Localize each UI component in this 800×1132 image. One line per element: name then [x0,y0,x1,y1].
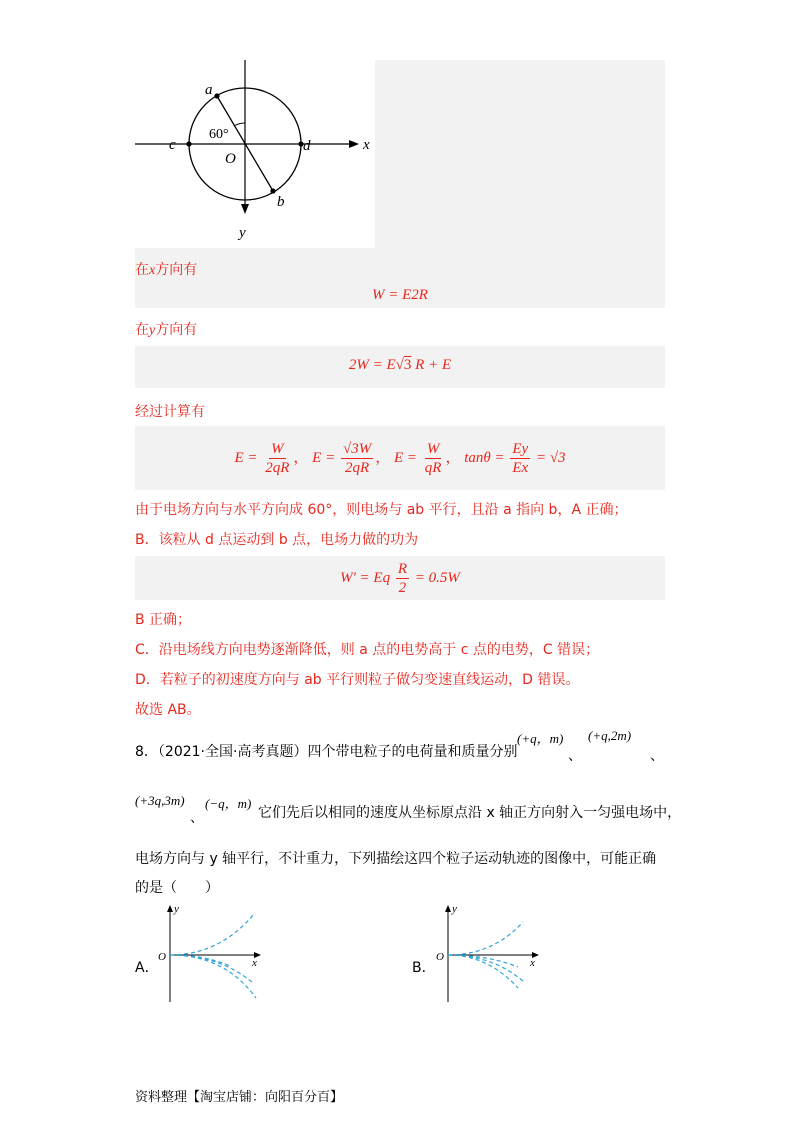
comma-1: 、 [568,748,582,764]
question-source: （2021·全国·高考真题） [157,744,308,760]
equation-1: W = E2R [372,287,428,303]
question-number: 8． [135,744,158,760]
svg-text:y: y [174,903,179,915]
question-stem-2: 它们先后以相同的速度从坐标原点沿 x 轴正方向射入一匀强电场中， [258,805,682,821]
svg-text:O: O [158,951,166,963]
label-x: x [363,137,370,153]
particle-3: (+3q,3m) [135,793,185,808]
label-c: c [169,137,176,153]
line-D: D．若粒子的初速度方向与 ab 平行则粒子做匀变速直线运动，D 错误。 [135,672,580,688]
label-b: b [277,194,285,210]
question-stem-3: 电场方向与 y 轴平行，不计重力，下列描绘这四个粒子运动轨迹的图像中，可能正确 [135,851,657,867]
svg-text:x: x [252,957,257,969]
line-B: B．该粒从 d 点运动到 b 点，电场力做的功为 [135,532,419,548]
question-stem-4: 的是（ ） [135,880,219,896]
svg-text:x: x [530,957,535,969]
calc-label: 经过计算有 [135,404,205,420]
label-y: y [239,225,246,241]
svg-text:O: O [436,951,444,963]
equation-2: 2W = E√3 R + E [348,357,452,373]
y-direction-line: 在y方向有 [135,322,198,338]
equation-3: E = $\frac{W}{2qR}$ ， E = $\frac{√3W}{2qR}$ ， E = $\frac{W}{qR}$ ， tanθ = $\frac{Ey}{Ex}$ = √3 [234,441,566,477]
question-stem-1: 8．（2021·全国·高考真题）四个带电粒子的电荷量和质量分别 [135,744,518,760]
footer: 资料整理【淘宝店铺：向阳百分百】 [135,1090,344,1105]
label-d: d [303,138,311,154]
svg-text:y: y [452,903,457,915]
particle-4: (−q，m) [205,796,252,811]
comma-3: 、 [190,810,204,826]
option-b-label[interactable]: B． [412,960,436,976]
circle-diagram [135,60,375,248]
equation-4: W' = Eq $\frac{R}{2}$ = 0.5W [340,561,460,597]
option-b-graph[interactable] [428,902,548,1010]
comma-2: 、 [650,748,664,764]
label-a: a [205,82,213,98]
x-direction-line: 在x方向有 [135,262,198,278]
angle-label: 60° [209,127,229,142]
particle-1: (+q，m) [517,731,564,746]
option-a-label[interactable]: A． [135,960,159,976]
figure-white-right [375,60,665,248]
line-answer: 故选 AB。 [135,702,201,718]
label-O: O [225,151,236,167]
line-A: 由于电场方向与水平方向成 60°，则电场与 ab 平行，且沿 a 指向 b，A 正确； [135,502,628,518]
particle-2: (+q,2m) [588,728,632,743]
option-a-graph[interactable] [150,902,270,1010]
line-C: C．沿电场线方向电势逐渐降低，则 a 点的电势高于 c 点的电势，C 错误； [135,642,600,658]
line-B2: B 正确； [135,612,192,628]
